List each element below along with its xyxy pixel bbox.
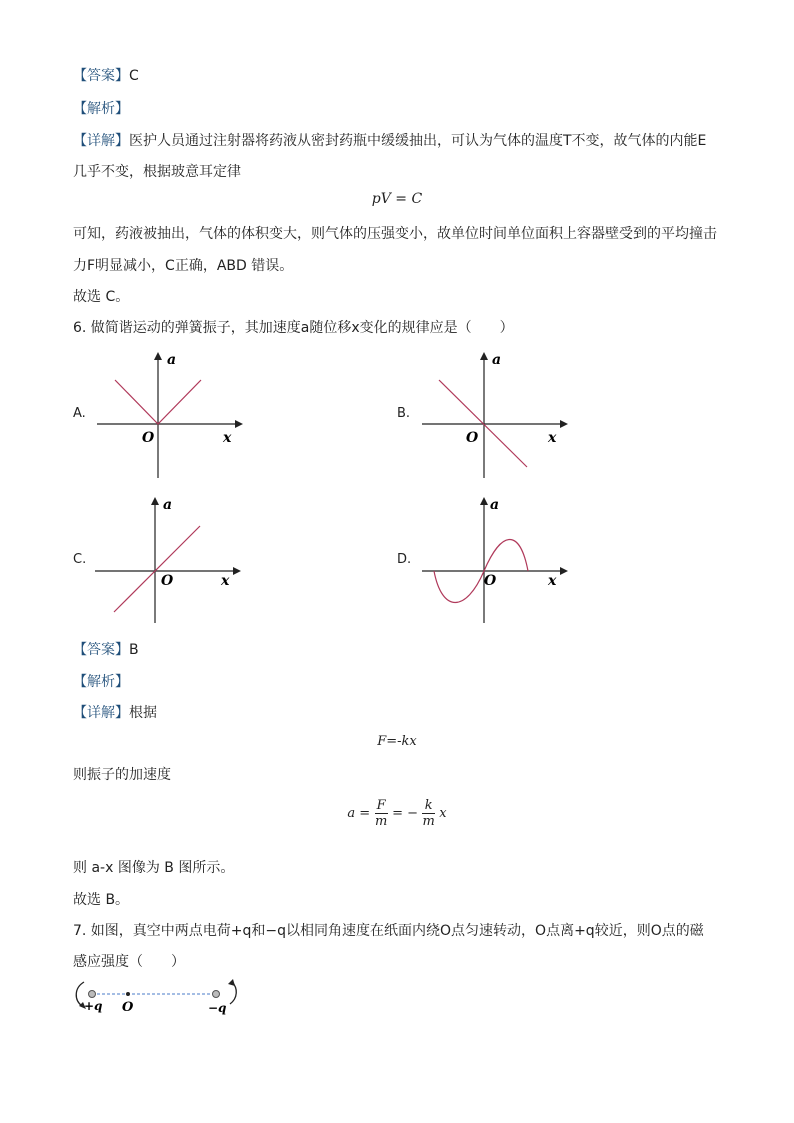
answer-tag: 【答案】 (73, 642, 129, 658)
origin-label: O (484, 573, 497, 589)
fraction-1-den: m (374, 814, 388, 829)
axis-x-label: x (221, 573, 230, 589)
charge-minus (213, 991, 220, 998)
axis-a-label: a (163, 497, 173, 513)
fraction-2-num: k (422, 798, 434, 814)
detail-text-3: 可知，药液被抽出，气体的体积变大，则气体的压强变小，故单位时间单位面积上容器壁受到的平均撞击 (73, 226, 717, 242)
axis-a-label: a (492, 352, 502, 368)
analysis-tag: 【解析】 (73, 674, 129, 690)
center-point (126, 992, 130, 996)
axis-x-label: x (223, 430, 232, 446)
axis-x-label: x (548, 430, 557, 446)
detail-text-1: 医护人员通过注射器将药液从密封药瓶中缓缓抽出，可认为气体的温度T不变，故气体的内能E (129, 133, 707, 149)
answer-tag: 【答案】 (73, 68, 129, 84)
formula-lhs: a = (347, 806, 371, 821)
option-c-graph[interactable] (93, 495, 243, 625)
question-7-stem-1: 7. 如图，真空中两点电荷+q和−q以相同角速度在纸面内绕O点匀速转动，O点离+q较近，则O点的磁 (73, 923, 704, 939)
option-a-graph[interactable] (95, 350, 245, 480)
detail-text: 根据 (129, 705, 157, 721)
formula-hooke: F=-kx (377, 734, 417, 749)
question-6-stem: 6. 做简谐运动的弹簧振子，其加速度a随位移x变化的规律应是（ ） (73, 320, 514, 336)
formula-boyle: pV = C (371, 191, 423, 207)
label-plus-q: +q (84, 999, 103, 1013)
origin-label: O (161, 573, 174, 589)
answer-line-q6 (73, 640, 139, 660)
option-a-label[interactable]: A. (73, 406, 86, 421)
label-minus-q: −q (208, 1001, 227, 1015)
charge-diagram (70, 978, 250, 1018)
formula-acceleration (0, 798, 794, 829)
detail-line-q6 (73, 703, 157, 723)
fraction-1-num: F (376, 798, 386, 813)
answer-line-q5 (73, 66, 139, 86)
charge-plus (89, 991, 96, 998)
origin-label: O (466, 430, 479, 446)
detail-text-2: 几乎不变，根据玻意耳定律 (73, 164, 241, 180)
fraction-2-den: m (422, 814, 435, 829)
answer-value: C (129, 68, 139, 84)
formula-mid: = − (392, 806, 419, 821)
origin-label: O (142, 430, 155, 446)
detail-tag: 【详解】 (73, 705, 129, 721)
formula-tail: x (439, 806, 447, 821)
option-c-label[interactable]: C. (73, 552, 87, 567)
conclusion-q5: 故选 C。 (73, 289, 130, 305)
axis-a-label: a (490, 497, 500, 513)
label-o: O (122, 1000, 134, 1015)
acceleration-text: 则振子的加速度 (73, 767, 171, 783)
conclusion-q6: 故选 B。 (73, 892, 130, 908)
answer-value: B (129, 642, 139, 658)
graph-conclusion: 则 a-x 图像为 B 图所示。 (73, 860, 235, 876)
axis-a-label: a (167, 352, 177, 368)
detail-line-1 (73, 131, 706, 151)
option-b-label[interactable]: B. (397, 406, 411, 421)
detail-text-4: 力F明显减小，C正确，ABD 错误。 (73, 258, 294, 274)
analysis-tag: 【解析】 (73, 101, 129, 117)
detail-tag: 【详解】 (73, 133, 129, 149)
option-b-graph[interactable] (420, 350, 570, 480)
axis-x-label: x (548, 573, 557, 589)
option-d-graph[interactable] (420, 495, 570, 625)
option-d-label[interactable]: D. (397, 552, 412, 567)
question-7-stem-2: 感应强度（ ） (73, 954, 185, 970)
